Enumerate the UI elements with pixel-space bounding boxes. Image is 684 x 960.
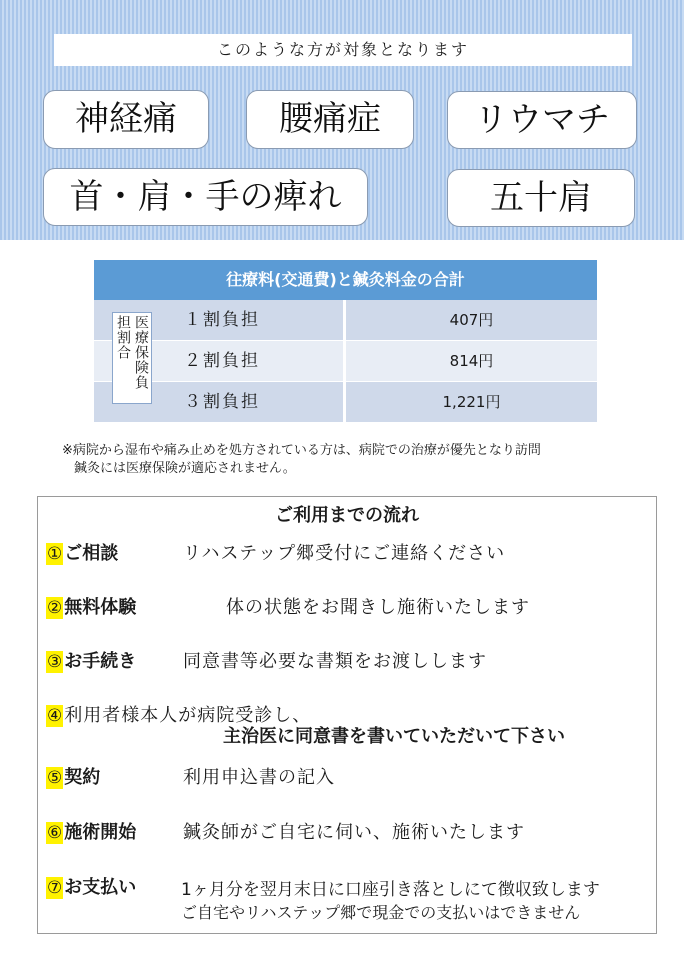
step-label: ご相談 — [64, 543, 119, 564]
insurance-share-label: 医療保険負担割合 — [112, 312, 152, 404]
note-line: 鍼灸には医療保険が適応されません。 — [74, 461, 296, 476]
flow-step — [46, 873, 136, 899]
step-text: ご自宅やリハステップ郷で現金での支払いはできません — [181, 903, 581, 922]
condition-rheumatism: リウマチ — [447, 91, 637, 149]
step-label: お手続き — [64, 651, 137, 672]
tier-label: １割負担 — [184, 310, 260, 330]
fee-row — [94, 300, 597, 340]
flow-step — [46, 763, 100, 789]
fee-amount: 407円 — [346, 300, 597, 340]
step-number: ① — [47, 544, 63, 564]
step-label: お支払い — [64, 877, 137, 898]
fee-row — [94, 382, 597, 422]
condition-neuralgia: 神経痛 — [43, 90, 209, 149]
header-band — [0, 0, 684, 240]
step-label: 施術開始 — [64, 822, 137, 843]
flow-step — [46, 647, 136, 673]
step-text: 体の状態をお聞きし施術いたします — [226, 597, 530, 618]
step-text: 利用申込書の記入 — [183, 767, 335, 788]
fee-amount: 1,221円 — [346, 382, 597, 422]
fee-row — [94, 341, 597, 381]
step-label: 契約 — [64, 767, 101, 788]
usage-flow — [37, 496, 657, 934]
tier-label: ３割負担 — [184, 392, 260, 412]
flow-step — [46, 593, 136, 619]
condition-numbness: 首・肩・手の痺れ — [43, 168, 368, 226]
step-number: ⑥ — [47, 823, 63, 843]
step-number: ③ — [47, 652, 63, 672]
step-text: 同意書等必要な書類をお渡しします — [183, 651, 487, 672]
step-number: ② — [47, 598, 63, 618]
step-label: 無料体験 — [64, 597, 137, 618]
step-text: 1ヶ月分を翌月末日に口座引き落としにて徴収致します — [181, 880, 600, 900]
step-number: ⑦ — [47, 878, 63, 898]
step-number: ④ — [47, 706, 63, 726]
fee-table — [94, 260, 597, 422]
flow-step — [46, 539, 118, 565]
step-text: 鍼灸師がご自宅に伺い、施術いたします — [183, 822, 525, 843]
fee-table-title: 往療料(交通費)と鍼灸料金の合計 — [94, 260, 597, 300]
target-heading: このような方が対象となります — [54, 34, 632, 66]
fee-amount: 814円 — [346, 341, 597, 381]
condition-frozen-shoulder: 五十肩 — [447, 169, 635, 227]
tier-label: ２割負担 — [184, 351, 260, 371]
note-line: ※病院から湿布や痛み止めを処方されている方は、病院での治療が優先となり訪問 — [62, 443, 541, 458]
step-text-emphasis: 主治医に同意書を書いていただいて下さい — [223, 726, 565, 747]
step-text: 利用者様本人が病院受診し、 — [64, 705, 312, 726]
step-text: リハステップ郷受付にご連絡ください — [183, 543, 506, 564]
insurance-note — [62, 442, 652, 478]
flow-title: ご利用までの流れ — [275, 505, 419, 526]
step-number: ⑤ — [47, 768, 63, 788]
condition-lumbago: 腰痛症 — [246, 90, 414, 149]
flow-step — [46, 818, 136, 844]
